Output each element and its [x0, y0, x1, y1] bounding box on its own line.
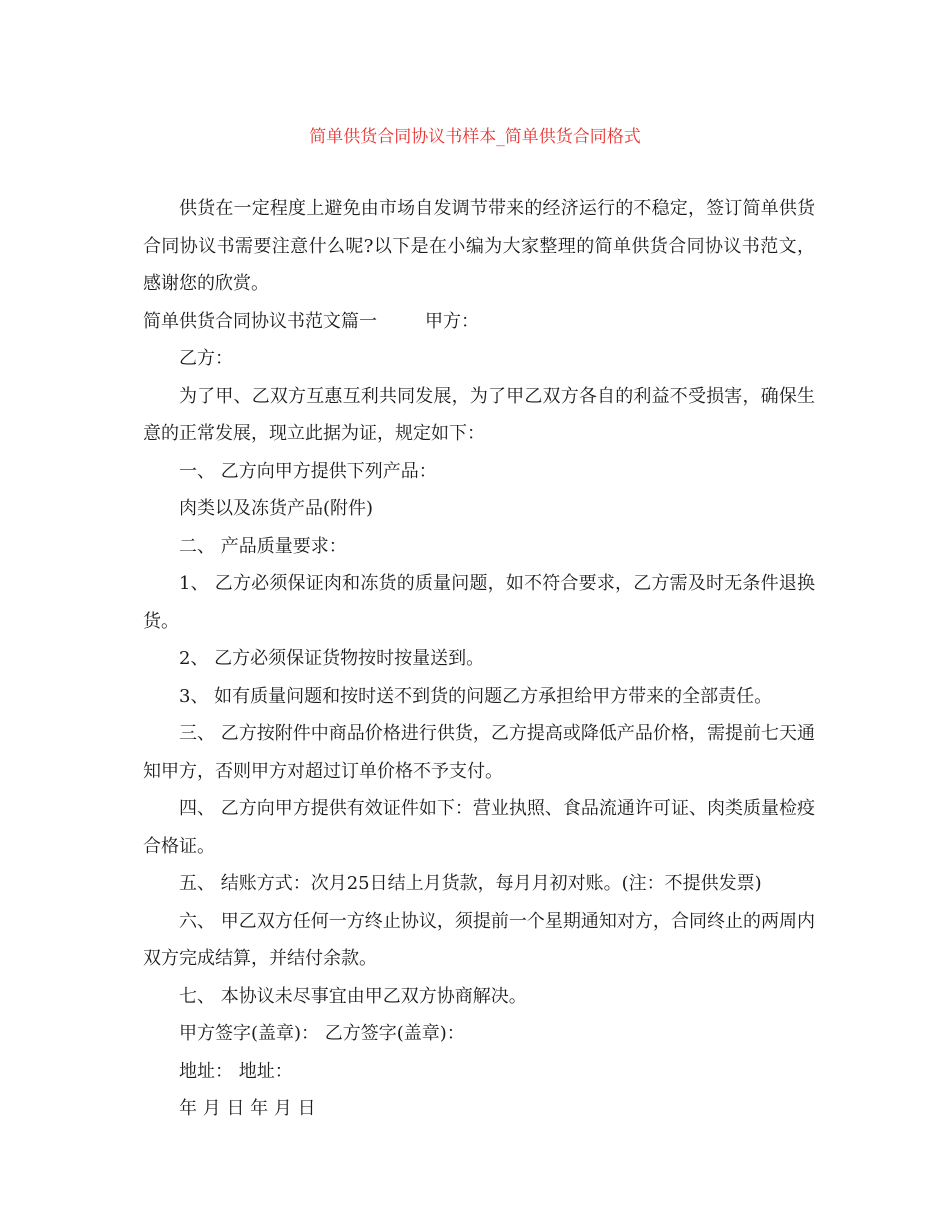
clause-5: 五、 结账方式：次月25日结上月货款，每月月初对账。(注：不提供发票) — [179, 873, 762, 894]
clause-4: 四、 乙方向甲方提供有效证件如下：营业执照、食品流通许可证、肉类质量检疫合格证。 — [143, 798, 815, 857]
quality-item-2: 2、 乙方必须保证货物按时按量送到。 — [179, 648, 485, 669]
clause-3: 三、 乙方按附件中商品价格进行供货，乙方提高或降低产品价格，需提前七天通知甲方，否则甲方对超过订单价格不予支付。 — [143, 723, 815, 782]
document-body — [143, 190, 815, 1128]
section-heading: 简单供货合同协议书范文篇一 — [143, 310, 377, 332]
quality-item-1: 1、 乙方必须保证肉和冻货的质量问题，如不符合要求，乙方需及时无条件退换货。 — [143, 573, 815, 632]
clause-7: 七、 本协议未尽事宜由甲乙双方协商解决。 — [179, 985, 527, 1007]
document-title: 简单供货合同协议书样本_简单供货合同格式 — [309, 127, 641, 147]
date-line: 年 月 日 年 月 日 — [179, 1098, 316, 1119]
signature-line: 甲方签字(盖章)： 乙方签字(盖章)： — [179, 1023, 465, 1044]
clause-6: 六、 甲乙双方任何一方终止协议，须提前一个星期通知对方，合同终止的两周内双方完成结算，并结付余款。 — [143, 910, 815, 969]
products-line: 肉类以及冻货产品(附件) — [179, 498, 374, 519]
quality-item-3: 3、 如有质量问题和按时送不到货的问题乙方承担给甲方带来的全部责任。 — [179, 685, 773, 707]
intro-paragraph: 供货在一定程度上避免由市场自发调节带来的经济运行的不稳定，签订简单供货合同协议书需要注意什么呢?以下是在小编为大家整理的简单供货合同协议书范文，感谢您的欣赏。 — [143, 198, 815, 294]
section-heading-line — [143, 303, 815, 341]
clause-2: 二、 产品质量要求： — [179, 535, 347, 557]
party-b-label: 乙方： — [179, 348, 233, 369]
address-line: 地址： 地址： — [179, 1060, 293, 1082]
preamble-paragraph: 为了甲、乙双方互惠互利共同发展，为了甲乙双方各自的利益不受损害，确保生意的正常发展，现立此据为证，规定如下： — [143, 385, 815, 444]
clause-1: 一、 乙方向甲方提供下列产品： — [179, 460, 437, 482]
party-a-label: 甲方： — [425, 310, 479, 332]
